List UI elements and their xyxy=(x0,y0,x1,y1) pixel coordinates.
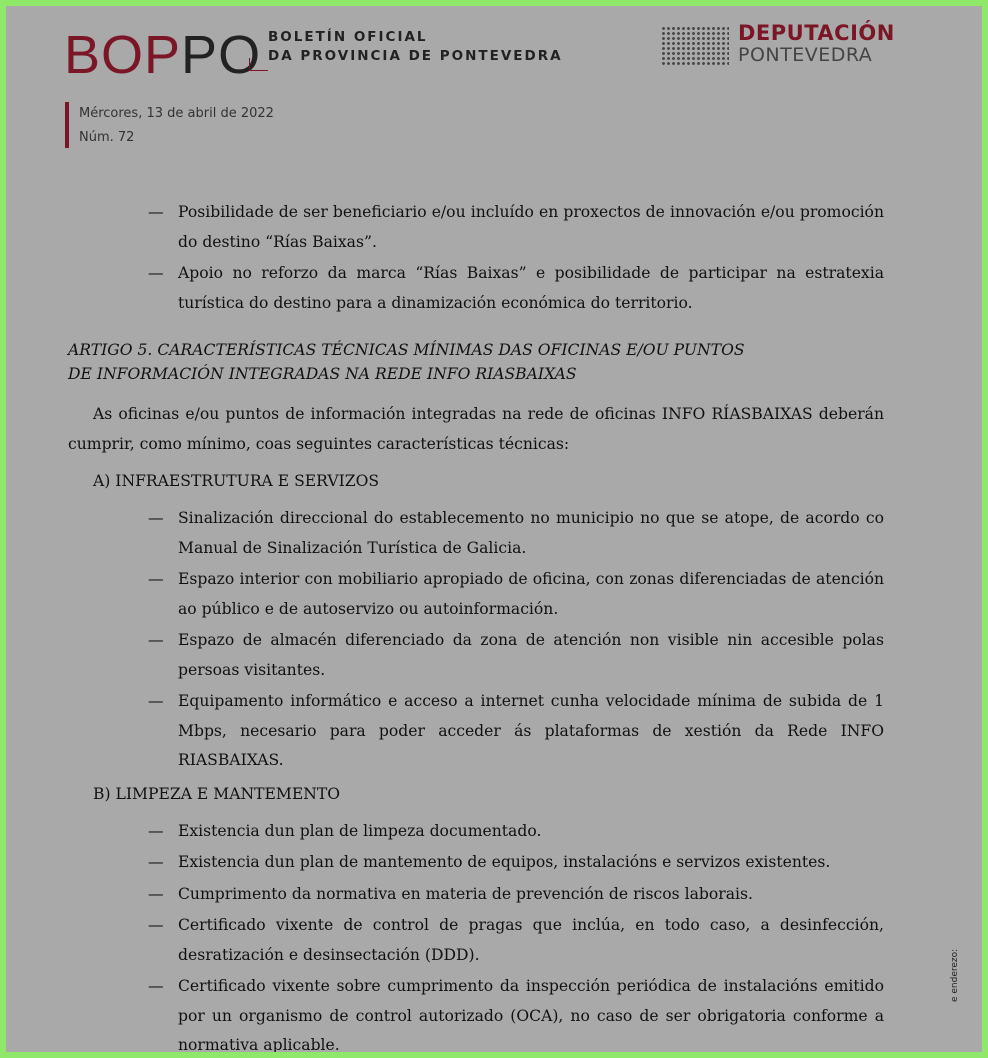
list-item: — Espazo de almacén diferenciado da zona de atención non visible nin accesible polas persoas visitantes. xyxy=(148,631,884,679)
issue-number: Núm. 72 xyxy=(79,130,135,145)
list-item: — Equipamento informático e acceso a internet cunha velocidade mínima de subida de 1 Mbps, necesario para poder acceder ás plataformas de xestión da Rede INFO RIASBAIXAS. xyxy=(148,692,884,769)
list-item: — Espazo interior con mobiliario apropiado de oficina, con zonas diferenciadas de atención ao público e de autoservizo ou autoinformación. xyxy=(148,570,884,618)
deputacion-province: PONTEVEDRA xyxy=(738,44,873,66)
boppo-logo: BOPPO xyxy=(64,25,262,85)
document-page xyxy=(6,6,982,1052)
issue-info xyxy=(79,102,274,150)
section-b-title: B) LIMPEZA E MANTEMENTO xyxy=(93,784,341,803)
list-item: — Existencia dun plan de limpeza documentado. xyxy=(148,821,542,840)
list-item: — Posibilidade de ser beneficiario e/ou incluído en proxectos de innovación e/ou promoción do destino “Rías Baixas”. xyxy=(148,203,884,251)
deputacion-dots-icon xyxy=(661,26,729,66)
section-a-title: A) INFRAESTRUTURA E SERVIZOS xyxy=(93,472,380,490)
list-item: — Existencia dun plan de mantemento de equipos, instalacións e servizos existentes. xyxy=(148,853,831,871)
issue-date: Mércores, 13 de abril de 2022 xyxy=(79,106,274,121)
list-item: — Certificado vixente sobre cumprimento da inspección periódica de instalacións emitido por un organismo de control autorizado (OCA), no caso de ser obrigatoria conforme a normativa aplicable. xyxy=(148,977,884,1052)
article-heading: ARTIGO 5. CARACTERÍSTICAS TÉCNICAS MÍNIMAS DAS OFICINAS E/OU PUNTOS DE INFORMACIÓN INTEGRADAS NA REDE INFO RIASBAIXAS xyxy=(68,341,745,383)
article-intro: As oficinas e/ou puntos de información integradas na rede de oficinas INFO RÍASBAIXAS deberán cumprir, como mínimo, coas seguintes características técnicas: xyxy=(68,405,884,453)
list-item: — Cumprimento da normativa en materia de prevención de riscos laborais. xyxy=(148,884,753,903)
logo-corner-mark xyxy=(249,58,268,71)
document-body xyxy=(68,198,884,1052)
deputacion-name: DEPUTACIÓN xyxy=(738,21,895,45)
date-accent-bar xyxy=(65,102,69,148)
edge-text: e enderezo: xyxy=(950,948,960,1002)
list-item: — Apoio no reforzo da marca “Rías Baixas” e posibilidade de participar na estratexia turística do destino para a dinamización económica do territorio. xyxy=(148,264,884,312)
list-item: — Certificado vixente de control de pragas que inclúa, en todo caso, a desinfección, desratización e desinsectación (DDD). xyxy=(148,916,884,964)
list-item: — Sinalización direccional do establecemento no municipio no que se atope, de acordo co Manual de Sinalización Turística de Galicia. xyxy=(148,509,884,557)
bulletin-subtitle: BOLETÍN OFICIAL DA PROVINCIA DE PONTEVEDRA xyxy=(268,29,563,64)
